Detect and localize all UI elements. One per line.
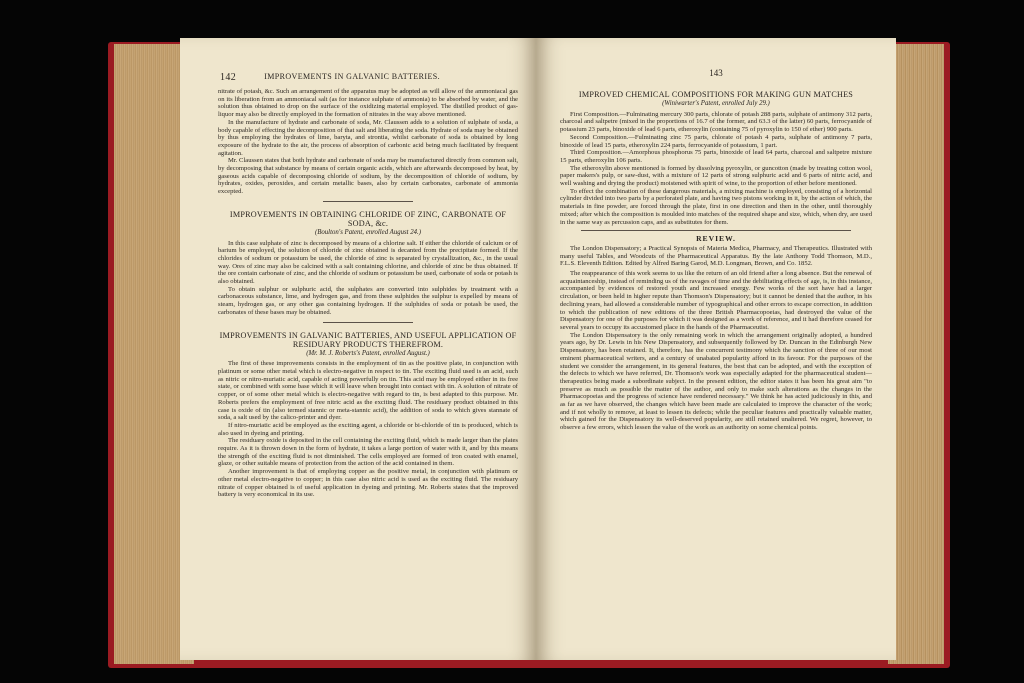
right-page [536, 38, 896, 660]
section-subheading: (Boulton's Patent, enrolled August 24.) [314, 228, 422, 236]
paragraph: In this case sulphate of zinc is decomposed by means of a chlorine salt. If either the chloride of calcium or of barium be employed, the solution of chloride of zinc obtained is decanted from the precipitate formed. If the chlorides of sodium or potassium be used, the chloride of zinc is separated by crystallization, &c., in the usual way. Ores of zinc may also be calcined with a salt containing chlorine, and chloride of zinc be thus obtained. If the ore contain carbonate of zinc, and the chloride of sodium or potassium be used, carbonate of soda or potash is also obtained. [218, 239, 518, 286]
section-rule [323, 322, 413, 323]
section-heading: IMPROVEMENTS IN OBTAINING CHLORIDE OF ZINC, CARBONATE OF SODA, &c. [229, 209, 507, 228]
left-running-title: IMPROVEMENTS IN GALVANIC BATTERIES. [264, 72, 440, 81]
right-page-number: 143 [709, 68, 723, 78]
paragraph: The etheroxylin above mentioned is formed by dissolving pyroxylin, or guncotton (made by treating cotton wool, paper makers's pulp, or saw-dust, with a mixture of 12 parts of strong sulphuric acid and 6 parts of nitric acid, and well washing and drying the product) moistened with spirit of wine, to the proportion of ether before mentioned. [560, 164, 872, 188]
paragraph: To effect the combination of these dangerous materials, a mixing machine is employed, consisting of a horizontal cylinder divided into two parts by a perforated plate, and having two pistons working in it, by the action of which, the materials in fine powder, are forced through the plate, first in one direction and then in the other, until thoroughly mixed; after which the composition is moulded into matches of the required shape and size, which, when dry, are used in the same way as percussion caps, and as substitutes for them. [560, 187, 872, 226]
left-page-number: 142 [220, 72, 237, 83]
paragraph: In the manufacture of hydrate and carbonate of soda, Mr. Claussen adds to a solution of sulphate of soda, a body capable of effecting the decomposition of that salt and liberating the soda. Hydrate of soda may be obtained by thus employing the hydrates of lime, baryta, and strontia, whilst carbonate of soda is obtained by long exposure of the hydrate to the air, the process of absorption of carbonic acid being much facilitated by frequent agitation. [218, 118, 518, 157]
paragraph: To obtain sulphur or sulphuric acid, the sulphates are converted into sulphides by treatment with a carbonaceous substance, lime, and hydrogen gas, and from these sulphides the sulphur is expelled by means of steam, hydrogen gas, or any other gas containing hydrogen. If the sulphides of soda or potash be used, the carbonates of these bases may be obtained. [218, 285, 518, 316]
left-text-column [218, 88, 518, 499]
paragraph: First Composition.—Fulminating mercury 300 parts, chlorate of potash 288 parts, sulphate of antimony 312 parts, charcoal and saltpetre (mixed in the proportions of 16.7 of the former, and 63.3 of the latter) 60 parts, ferrocyanide of potassium 23 parts, binoxide of lead 6 parts, etheroxylin (containing 75 of pyroxylin to 150 of ether) 900 parts. [560, 110, 872, 134]
paragraph: Mr. Claussen states that both hydrate and carbonate of soda may be manufactured directly from common salt, by decomposing that substance by means of certain organic acids, which are afterwards decomposed by heat, by gaseous acids capable of decomposing chloride of sodium, by the decomposition of chloride of sodium, by hydrates, oxides, peroxides, and certain metallic bases, also by certain carbonates, carbonate of ammonia excepted. [218, 157, 518, 196]
article-title: IMPROVED CHEMICAL COMPOSITIONS FOR MAKING GUN MATCHES [578, 90, 854, 99]
paragraph: Second Composition.—Fulminating zinc 75 parts, chlorate of potash 4 parts, sulphate of antimony 7 parts, binoxide of lead 15 parts, etheroxylin 224 parts, ferrocyanide of potassium, 1 part. [560, 133, 872, 149]
section-heading: IMPROVEMENTS IN GALVANIC BATTERIES, AND USEFUL APPLICATION OF RESIDUARY PRODUCTS THEREFROM. [219, 330, 517, 349]
review-rule [581, 230, 851, 231]
right-page-edges [888, 44, 944, 664]
paragraph: Third Composition.—Amorphous phosphorus 75 parts, binoxide of lead 64 parts, charcoal and saltpetre mixture 15 parts, etheroxylin 106 parts. [560, 149, 872, 164]
paragraph: If nitro-muriatic acid be employed as the exciting agent, a chloride or bi-chloride of tin is produced, which is also used in dyeing and printing. [218, 421, 518, 437]
section-subheading: (Mr. M. J. Roberts's Patent, enrolled August.) [306, 349, 430, 357]
intro-paragraph: nitrate of potash, &c. Such an arrangement of the apparatus may be adopted as will allow of the ammoniacal gas on its liberation from an ammoniacal salt (as for instance sulphate of ammonia) to be absorbed by water, and the solution thus obtained to drop on the surface of the oxidizing material employed. The distilled product of gas-liquor may also be directly employed in the formation of nitrates in the way above mentioned. [218, 88, 518, 119]
left-page [180, 38, 536, 660]
section-rule [323, 201, 413, 202]
review-citation: The London Dispensatory; a Practical Synopsis of Materia Medica, Pharmacy, and Therapeutics. Illustrated with many useful Tables, and Woodcuts of the Pharmaceutical Apparatus. By the late Anthony Todd Thomson, M.D., F.L.S. Eleventh Edition. Edited by Alfred Baring Garod, M.D. Longman, Brown, and Co. 1852. [560, 244, 872, 268]
paragraph: The first of these improvements consists in the employment of tin as the positive plate, in conjunction with platinum or some other metal which is electro-negative in respect to tin. The exciting fluid used is an acid, such as nitric or nitro-muriatic acid, capable of acting powerfully on tin. This acid may be employed either in its free state, or combined with some base which it will leave when brought into contact with tin. A solution of nitrate of copper, or of some other metal which is electro-negative with regard to tin, is best adapted to this purpose. Mr. Roberts prefers the employment of free nitric acid as the exciting fluid. The residuary product obtained in this case is oxide of tin (also termed stannic or meta-stannic acid), the addition of soda to which gives stannate of soda, a salt used by the calico-printer and dyer. [218, 360, 518, 422]
paragraph: The residuary oxide is deposited in the cell containing the exciting fluid, which is made larger than the plates require. As it is thrown down in the form of hydrate, it takes a large portion of water with it, and by this means the strength of the exciting fluid is not diminished. The cells employed are formed of iron coated with enamel, glaze, or other suitable means of protection from the action of the acid contained in them. [218, 437, 518, 468]
article-subtitle: (Winiwarter's Patent, enrolled July 29.) [662, 100, 770, 107]
left-running-head [220, 72, 516, 83]
paragraph: Another improvement is that of employing copper as the positive metal, in conjunction with platinum or other metal electro-negative to copper; in this case also nitric acid is used as the exciting fluid. The residuary nitrate of copper obtained is of useful application in dyeing and printing. Mr. Roberts states that the improved battery is very economical in its use. [218, 468, 518, 499]
open-book [108, 36, 950, 668]
review-heading: REVIEW. [696, 234, 736, 244]
right-text-column [560, 88, 872, 432]
paragraph: The reappearance of this work seems to us like the return of an old friend after a long absence. But the renewal of acquaintanceship, instead of reminding us of the ravages of time and the debilitating effects of age, is, in this instance, accompanied by evidences of restored youth and increased energy. Few works of the sort have had a larger circulation, or been held in higher repute than Thomson's Dispensatory; but it cannot be denied that the author, in his declining years, had allowed a considerable number of typographical and other errors to escape correction, in addition to which the publication of new editions of the three British Pharmacopoeias, had destroyed the value of the Dispensatory for one of the purposes for which it was designed as a work of reference, and it had therefore ceased for several years to occupy its accustomed place in the hands of the Pharmaceutist. [560, 270, 872, 331]
paragraph: The London Dispensatory is the only remaining work in which the arrangement originally adopted, a hundred years ago, by Dr. Lewis in his New Dispensatory, and subsequently followed by Dr. Duncan in the Edinburgh New Dispensatory, has been retained. It, therefore, has the concurrent testimony which the sanction of three of our most eminent pharmaceutical writers, and a century of unabated popularity afford in its favour. For the purposes of the student we consider the arrangement, in its general features, the best that can be adopted, and with the exception of the defects to which we have referred, Dr. Thomson's work was especially adapted for the pharmaceutical student—therapeutics being made a subordinate subject. In the present edition, the editor states it has been his great aim "to preserve as much as possible the matter of the author, and only to make such alterations as the changes in the Pharmacopoeias and the progress of science have rendered necessary." We think he has acted judiciously in this, and as far as we have observed, the changes which have been made are calculated to improve the character of the work; and if not wholly to remove, at least to lessen its defects; while the peculiar features and practically valuable matter, which gained for the Dispensatory its well-deserved popularity, are still retained unaltered. We regret, however, to observe a few errors, which lessen the value of the work as an authority on some chemical points. [560, 331, 872, 432]
